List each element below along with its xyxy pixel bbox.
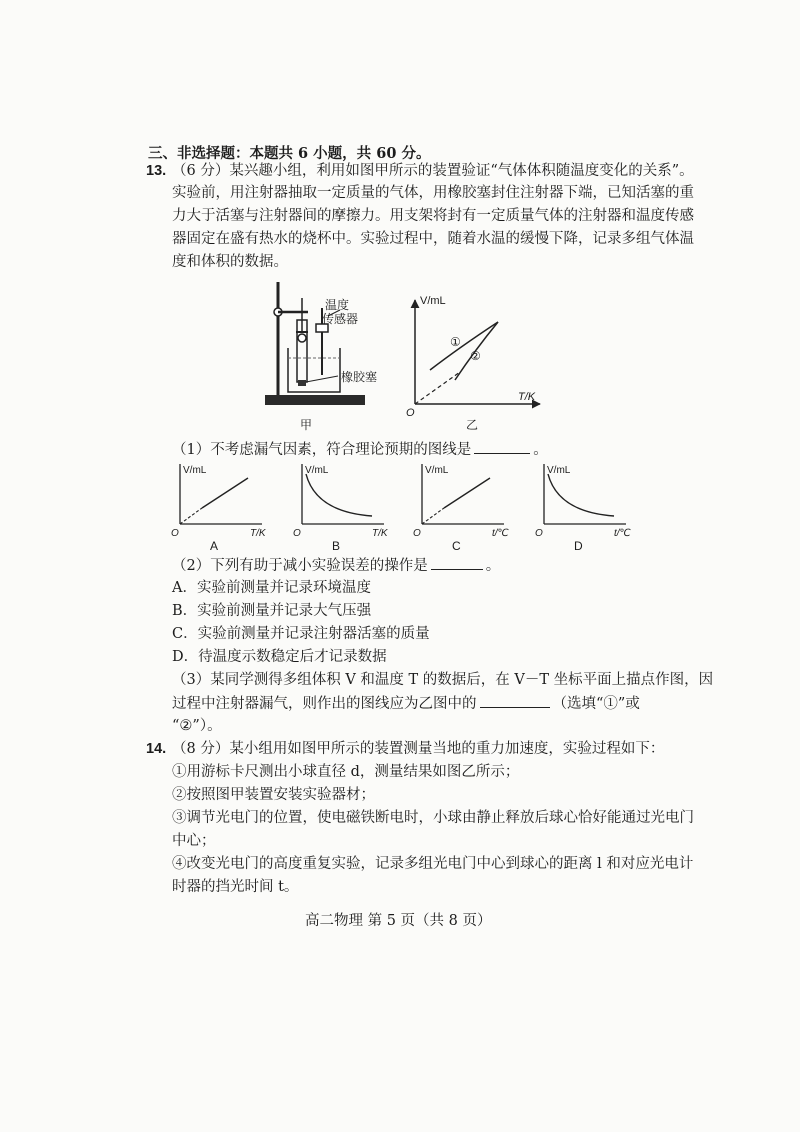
q13-intro-line-2: 实验前，用注射器抽取一定质量的气体，用橡胶塞封住注射器下端，已知活塞的重 [172, 185, 694, 201]
q13-intro-line-5: 度和体积的数据。 [172, 254, 288, 270]
fig-yi-label-1: ① [450, 335, 461, 349]
q14-number: 14. [146, 741, 167, 757]
q13-part3-line3: “②”）。 [172, 718, 222, 734]
option-d-curve [548, 474, 614, 516]
q14-intro: （8 分）某小组用如图甲所示的装置测量当地的重力加速度，实验过程如下： [172, 741, 665, 757]
fig-jia-caption: 甲 [300, 418, 313, 432]
option-a-ylabel: V/mL [183, 465, 207, 476]
option-b-xlabel: T/K [372, 528, 388, 539]
q13-part1-blank[interactable] [474, 441, 530, 454]
q13-choice-b: B．实验前测量并记录大气压强 [172, 603, 372, 619]
q14-step-4-cont: 时器的挡光时间 t。 [172, 879, 299, 895]
q13-part2-end: 。 [485, 558, 501, 574]
q13-intro-line-3: 力大于活塞与注射器间的摩擦力。用支架将封有一定质量气体的注射器和温度传感 [172, 208, 694, 224]
fig-yi-ylabel: V/mL [420, 295, 446, 307]
q13-part1-end: 。 [533, 442, 548, 458]
q13-part1-text: （1）不考虑漏气因素，符合理论预期的图线是 [172, 442, 472, 458]
option-graphs [160, 460, 640, 552]
option-c-line [444, 478, 490, 508]
option-a-origin: O [171, 528, 179, 539]
option-b-curve [306, 474, 372, 516]
plug-label: 橡胶塞 [341, 370, 378, 384]
q14-step-3: ③调节光电门的位置，使电磁铁断电时，小球由静止释放后球心恰好能通过光电门 [172, 810, 694, 826]
option-a-letter: A [210, 539, 219, 552]
option-b-origin: O [293, 528, 301, 539]
q13-intro-line-1: （6 分）某兴趣小组，利用如图甲所示的装置验证“气体体积随温度变化的关系”。 [172, 163, 694, 179]
q13-part3-blank[interactable] [480, 695, 550, 708]
option-a-xlabel: T/K [250, 528, 266, 539]
option-b-letter: B [332, 539, 341, 552]
fig-yi-extension [415, 372, 460, 404]
q14-step-2: ②按照图甲装置安装实验器材； [172, 787, 375, 803]
option-d-letter: D [574, 539, 583, 552]
q13-intro-line-4: 器固定在盛有热水的烧杯中。实验过程中，随着水温的缓慢下降，记录多组气体温 [172, 231, 694, 247]
option-c-xlabel: t/℃ [492, 528, 509, 539]
fig-yi-graph [400, 292, 550, 422]
option-d-xlabel: t/℃ [614, 528, 631, 539]
beaker [288, 348, 340, 392]
section-title: 三、非选择题：本题共 6 小题，共 60 分。 [148, 145, 431, 162]
q13-number: 13. [146, 163, 167, 179]
q14-step-3-cont: 中心； [172, 833, 216, 849]
q13-part2 [172, 557, 500, 575]
q13-choice-d: D．待温度示数稳定后才记录数据 [172, 649, 387, 665]
q13-choice-a: A．实验前测量并记录环境温度 [172, 580, 371, 596]
option-c-letter: C [452, 539, 461, 552]
q14-step-1: ①用游标卡尺测出小球直径 d，测量结果如图乙所示； [172, 764, 520, 780]
fig-yi-origin: O [406, 407, 415, 419]
sensor-label-2: 传感器 [322, 312, 359, 326]
option-c-extension [422, 508, 444, 524]
fig-yi-xlabel: T/K [518, 391, 536, 403]
fig-yi-label-2: ② [470, 349, 481, 363]
q13-part3-text-a: 过程中注射器漏气，则作出的图线应为乙图中的 [172, 696, 477, 712]
q13-part2-text: （2）下列有助于减小实验误差的操作是 [172, 558, 428, 574]
option-graphs-svg [160, 460, 640, 552]
q13-part1 [172, 441, 548, 459]
fig-yi-curve-1 [430, 322, 498, 370]
option-c-ylabel: V/mL [425, 465, 449, 476]
q14-step-4: ④改变光电门的高度重复实验，记录多组光电门中心到球心的距离 l 和对应光电计 [172, 856, 694, 872]
option-b-ylabel: V/mL [305, 465, 329, 476]
rubber-plug [298, 380, 306, 386]
page-footer: 高二物理 第 5 页（共 8 页） [305, 913, 492, 929]
q13-choice-c: C．实验前测量并记录注射器活塞的质量 [172, 626, 430, 642]
stand-base [265, 395, 365, 405]
option-a-line [202, 478, 248, 508]
q13-part2-blank[interactable] [431, 557, 483, 570]
option-a-extension [180, 508, 202, 524]
q13-part3-text-b: （选填“①”或 [552, 696, 640, 712]
option-c-origin: O [413, 528, 421, 539]
sensor-label-1: 温度 [325, 298, 350, 312]
option-d-ylabel: V/mL [547, 465, 571, 476]
fig-yi-caption: 乙 [466, 418, 479, 432]
q13-part3-line2 [172, 695, 640, 713]
option-d-origin: O [535, 528, 543, 539]
q13-part3-line1: （3）某同学测得多组体积 V 和温度 T 的数据后，在 V－T 坐标平面上描点作图，因 [172, 672, 714, 688]
